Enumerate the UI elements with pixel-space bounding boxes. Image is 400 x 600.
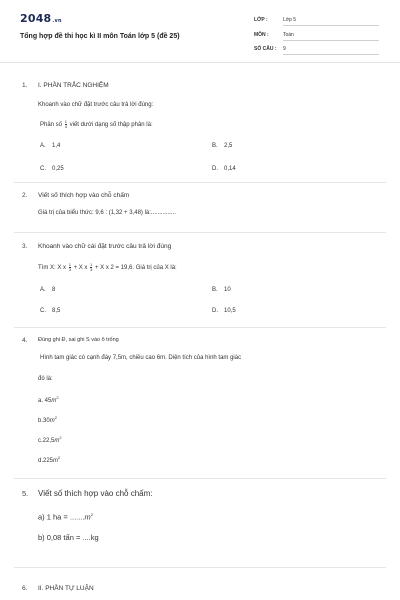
- option-b[interactable]: B. 2,5: [212, 143, 233, 149]
- option-c[interactable]: C. 0,25: [40, 166, 64, 172]
- question-stem: Phân số $\frac{1}{4}$ viết dưới dạng số thập phân là:: [40, 119, 153, 129]
- choice-c[interactable]: $c.22,5m^2$: [38, 435, 62, 444]
- fill-in-a[interactable]: a) 1 ha = $.......m^2$: [38, 512, 93, 522]
- site-logo[interactable]: 2048.vn: [20, 12, 62, 25]
- question-number: 1.: [22, 82, 28, 89]
- question-number: 3.: [22, 243, 28, 250]
- divider: [14, 232, 386, 233]
- option-a[interactable]: A. 1,4: [40, 143, 61, 149]
- option-a[interactable]: A. 8: [40, 287, 56, 293]
- question-title: Viết số thích hợp vào chỗ chấm: [38, 192, 130, 199]
- question-number: 6.: [22, 585, 28, 592]
- question-number: 4.: [22, 337, 28, 344]
- question-title: Khoanh vào chữ cái đặt trước câu trả lời đúng: [38, 243, 172, 250]
- question-stem: Tìm X: X x $\frac{1}{3}$ + X x $\frac{1}{3}$ + X x 2 = 19,6. Giá trị của X là:: [38, 262, 177, 272]
- choice-a[interactable]: a. $45m^2$: [38, 395, 59, 404]
- divider: [14, 478, 386, 479]
- fraction: $\frac{1}{4}$: [64, 119, 67, 129]
- question-stem: Giá trị của biểu thức: 9,6 : (1,32 + 3,48) là:...............: [38, 210, 176, 216]
- question-stem: Hình tam giác có cạnh đáy 7,5m, chiều cao 6m. Diện tích của hình tam giác: [40, 355, 242, 361]
- question-title: Viết số thích hợp vào chỗ chấm:: [38, 489, 153, 498]
- option-b[interactable]: B. 10: [212, 287, 231, 293]
- question-number: 2.: [22, 192, 28, 199]
- choice-b[interactable]: $b.30m^2$: [38, 415, 57, 424]
- header: 2048.vn Tổng hợp đề thi học kì II môn Toán lớp 5 (đề 25) LỚP : Lớp 5 MÔN : Toán SỐ CÂU : 9: [0, 0, 400, 63]
- fraction: $\frac{1}{3}$: [90, 262, 93, 272]
- question-instruction: Khoanh vào chữ đặt trước câu trả lời đúng:: [38, 102, 154, 108]
- question-title: I. PHẦN TRẮC NGHIỆM: [38, 82, 109, 89]
- fill-in-b[interactable]: b) 0,08 tấn = ....kg: [38, 533, 99, 542]
- choice-d[interactable]: $d.225m^2$: [38, 455, 61, 464]
- option-c[interactable]: C. 8,5: [40, 308, 61, 314]
- question-number: 5.: [22, 489, 29, 498]
- divider: [14, 327, 386, 328]
- page-title: Tổng hợp đề thi học kì II môn Toán lớp 5 (đề 25): [20, 33, 180, 40]
- fraction: $\frac{1}{3}$: [68, 262, 71, 272]
- divider: [14, 182, 386, 183]
- question-stem-cont: đó là:: [38, 376, 53, 382]
- question-title: Đúng ghi Đ, sai ghi S vào ô trống: [38, 337, 119, 343]
- divider: [14, 567, 386, 568]
- option-d[interactable]: D. 0,14: [212, 166, 236, 172]
- option-d[interactable]: D. 10,5: [212, 308, 236, 314]
- question-title: II. PHẦN TỰ LUẬN: [38, 585, 94, 592]
